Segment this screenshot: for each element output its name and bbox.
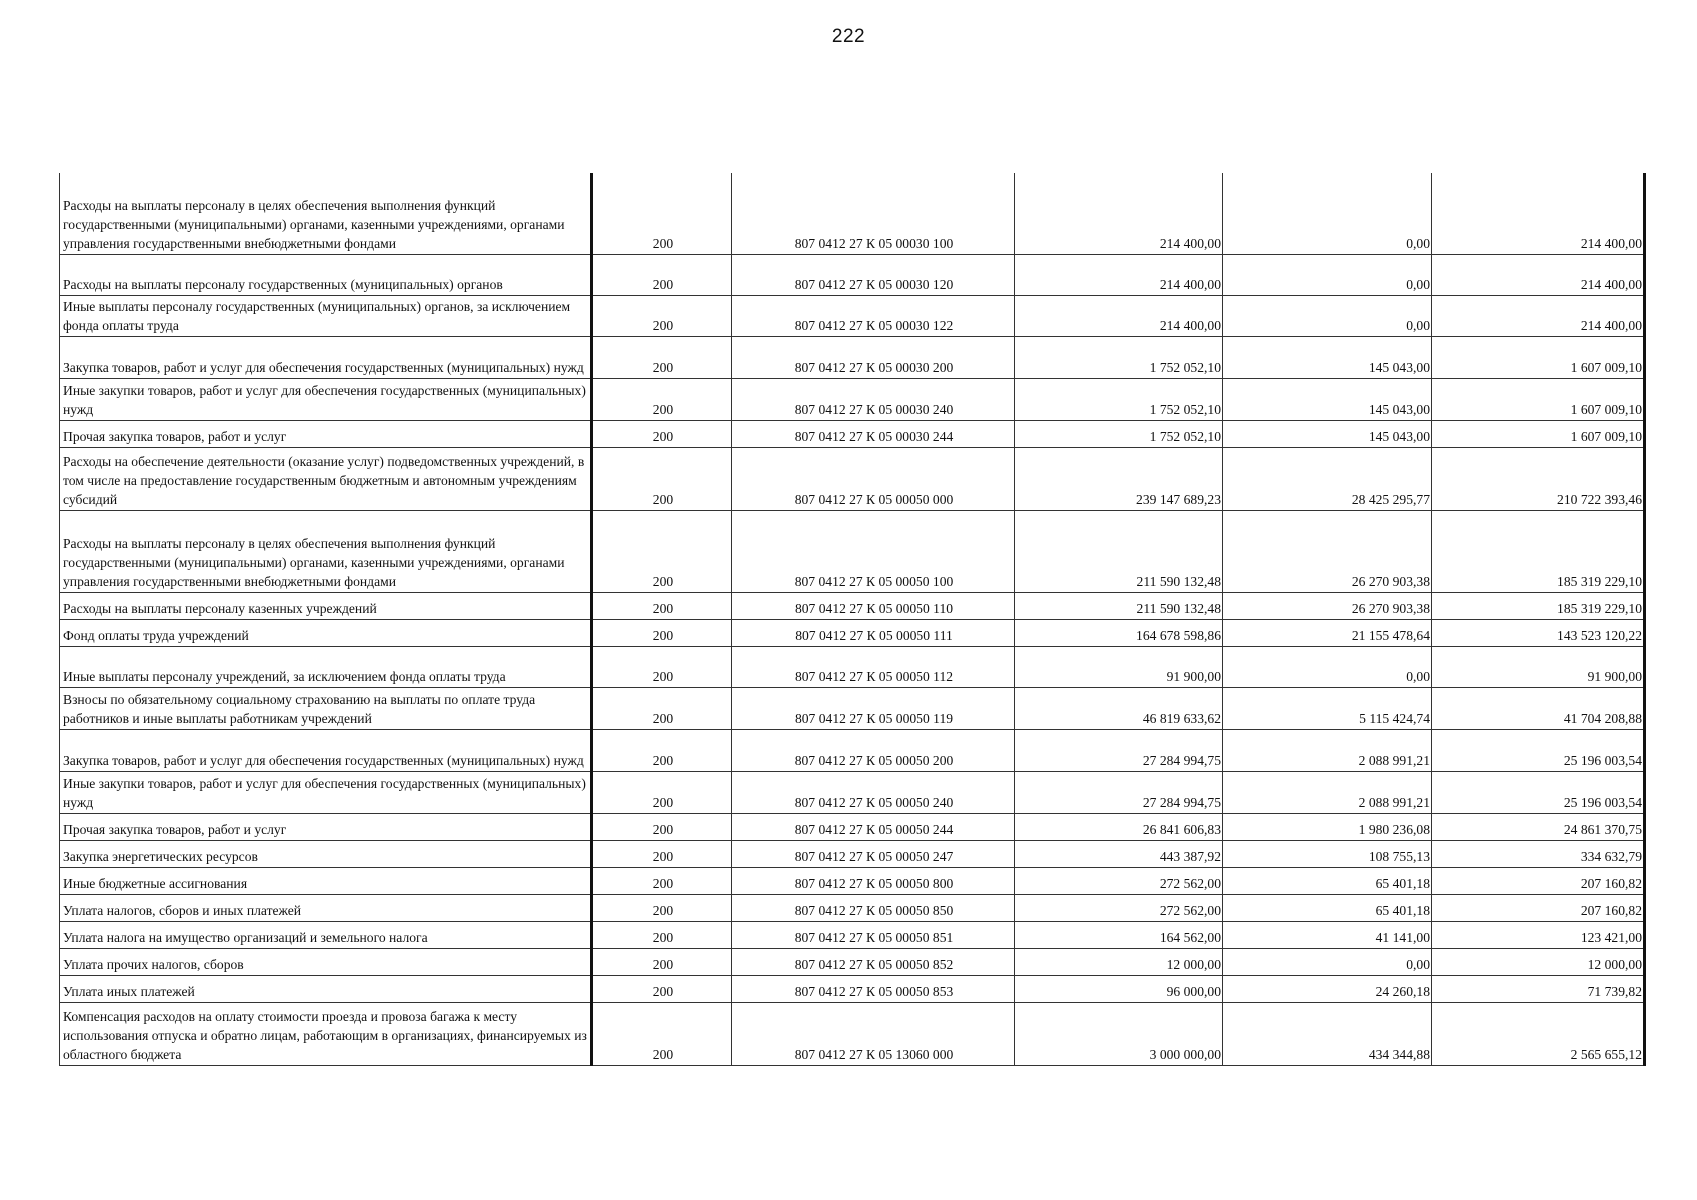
table-row: [60, 867, 1645, 894]
row-unexecuted-cell: [1432, 813, 1645, 840]
row-approved-text: 211 590 132,48: [1136, 573, 1221, 589]
row-budget-code-cell: [732, 619, 1015, 646]
row-unexecuted-text: 91 900,00: [1587, 668, 1642, 684]
row-approved-cell: [1015, 948, 1223, 975]
table-row: [60, 813, 1645, 840]
row-unexecuted-text: 25 196 003,54: [1563, 794, 1642, 810]
row-budget-code-text: 807 0412 27 К 05 00050 851: [794, 929, 954, 945]
row-line-code-text: 200: [652, 710, 674, 726]
row-budget-code-cell: [732, 948, 1015, 975]
row-approved-cell: [1015, 840, 1223, 867]
row-name-text: Иные выплаты персоналу учреждений, за исключением фонда оплаты труда: [63, 668, 506, 684]
row-budget-code-text: 807 0412 27 К 05 00050 000: [794, 491, 954, 507]
row-approved-cell: [1015, 921, 1223, 948]
row-budget-code-text: 807 0412 27 К 05 00030 200: [794, 359, 954, 375]
row-budget-code-text: 807 0412 27 К 05 00030 120: [794, 276, 954, 292]
row-approved-text: 12 000,00: [1166, 956, 1221, 972]
row-unexecuted-text: 1 607 009,10: [1570, 401, 1642, 417]
row-unexecuted-text: 214 400,00: [1580, 235, 1642, 251]
row-executed-text: 5 115 424,74: [1359, 710, 1430, 726]
row-executed-cell: [1223, 510, 1432, 592]
row-unexecuted-text: 214 400,00: [1580, 317, 1642, 333]
row-name-text: Закупка энергетических ресурсов: [63, 848, 258, 864]
row-unexecuted-text: 12 000,00: [1587, 956, 1642, 972]
table-row: [60, 894, 1645, 921]
row-line-code-cell: [592, 813, 732, 840]
row-name-text: Компенсация расходов на оплату стоимости проезда и провоза багажа к месту использования отпуска и обратно лицам, работающим в организациях, финансируемых из областного бюджета: [63, 1008, 587, 1062]
row-line-code-text: 200: [652, 983, 674, 999]
row-approved-text: 1 752 052,10: [1149, 359, 1221, 375]
page-number: 222: [831, 26, 866, 47]
row-name-cell: [60, 295, 592, 336]
row-line-code-cell: [592, 254, 732, 295]
row-executed-text: 26 270 903,38: [1351, 573, 1430, 589]
row-unexecuted-cell: [1432, 921, 1645, 948]
row-approved-cell: [1015, 173, 1223, 254]
row-budget-code-cell: [732, 447, 1015, 510]
row-name-cell: [60, 729, 592, 771]
row-budget-code-text: 807 0412 27 К 05 00050 800: [794, 875, 954, 891]
row-unexecuted-cell: [1432, 894, 1645, 921]
row-approved-cell: [1015, 729, 1223, 771]
row-budget-code-cell: [732, 510, 1015, 592]
row-unexecuted-text: 207 160,82: [1580, 875, 1642, 891]
row-name-text: Фонд оплаты труда учреждений: [63, 627, 249, 643]
row-line-code-text: 200: [652, 668, 674, 684]
row-approved-cell: [1015, 420, 1223, 447]
row-line-code-text: 200: [652, 401, 674, 417]
row-line-code-text: 200: [652, 600, 674, 616]
row-name-cell: [60, 173, 592, 254]
row-executed-text: 65 401,18: [1375, 902, 1430, 918]
row-approved-cell: [1015, 295, 1223, 336]
row-executed-text: 2 088 991,21: [1358, 752, 1430, 768]
row-budget-code-cell: [732, 771, 1015, 813]
row-approved-cell: [1015, 894, 1223, 921]
row-executed-text: 108 755,13: [1368, 848, 1430, 864]
row-budget-code-cell: [732, 921, 1015, 948]
row-approved-text: 214 400,00: [1159, 276, 1221, 292]
row-budget-code-cell: [732, 420, 1015, 447]
row-executed-text: 145 043,00: [1368, 359, 1430, 375]
row-name-cell: [60, 254, 592, 295]
row-budget-code-text: 807 0412 27 К 05 00030 122: [794, 317, 954, 333]
row-line-code-text: 200: [652, 794, 674, 810]
row-name-text: Иные закупки товаров, работ и услуг для обеспечения государственных (муниципальных) нужд: [63, 775, 586, 810]
row-approved-text: 164 562,00: [1159, 929, 1221, 945]
table-row: [60, 646, 1645, 687]
row-approved-cell: [1015, 687, 1223, 729]
row-unexecuted-cell: [1432, 336, 1645, 378]
row-name-text: Расходы на выплаты персоналу в целях обеспечения выполнения функций государственными (муниципальными) органами, казенными учреждениями, органами управления государственными внебюджетными фондами: [63, 535, 565, 589]
row-unexecuted-text: 24 861 370,75: [1563, 821, 1642, 837]
row-unexecuted-cell: [1432, 687, 1645, 729]
row-budget-code-cell: [732, 813, 1015, 840]
row-line-code-text: 200: [652, 573, 674, 589]
row-name-text: Расходы на выплаты персоналу государственных (муниципальных) органов: [63, 276, 503, 292]
row-executed-cell: [1223, 729, 1432, 771]
row-budget-code-text: 807 0412 27 К 05 00030 100: [794, 235, 954, 251]
row-line-code-cell: [592, 975, 732, 1002]
row-name-text: Иные бюджетные ассигнования: [63, 875, 248, 891]
row-budget-code-text: 807 0412 27 К 05 00050 119: [794, 710, 954, 726]
row-approved-cell: [1015, 619, 1223, 646]
row-budget-code-text: 807 0412 27 К 05 00050 852: [794, 956, 954, 972]
row-approved-text: 214 400,00: [1159, 317, 1221, 333]
row-name-text: Взносы по обязательному социальному страхованию на выплаты по оплате труда работников и иные выплаты работникам учреждений: [63, 691, 536, 726]
table-row: [60, 510, 1645, 592]
table-row: [60, 975, 1645, 1002]
row-approved-text: 214 400,00: [1159, 235, 1221, 251]
row-unexecuted-cell: [1432, 173, 1645, 254]
row-budget-code-cell: [732, 592, 1015, 619]
row-unexecuted-cell: [1432, 592, 1645, 619]
row-executed-text: 145 043,00: [1368, 401, 1430, 417]
row-budget-code-cell: [732, 729, 1015, 771]
row-budget-code-cell: [732, 975, 1015, 1002]
row-unexecuted-cell: [1432, 840, 1645, 867]
row-approved-cell: [1015, 975, 1223, 1002]
row-unexecuted-cell: [1432, 867, 1645, 894]
row-executed-cell: [1223, 687, 1432, 729]
row-line-code-cell: [592, 1002, 732, 1065]
row-executed-cell: [1223, 592, 1432, 619]
row-unexecuted-cell: [1432, 729, 1645, 771]
table-row: [60, 173, 1645, 254]
row-unexecuted-text: 207 160,82: [1580, 902, 1642, 918]
row-name-text: Уплата иных платежей: [63, 983, 195, 999]
row-approved-text: 1 752 052,10: [1149, 428, 1221, 444]
row-name-text: Расходы на обеспечение деятельности (оказание услуг) подведомственных учреждений, в том числе на предоставление государственным бюджетным и автономным учреждениям субсидий: [63, 453, 585, 507]
row-unexecuted-cell: [1432, 510, 1645, 592]
row-executed-cell: [1223, 619, 1432, 646]
row-unexecuted-text: 334 632,79: [1580, 848, 1642, 864]
row-budget-code-text: 807 0412 27 К 05 00050 850: [794, 902, 954, 918]
row-line-code-text: 200: [652, 627, 674, 643]
row-name-cell: [60, 592, 592, 619]
row-line-code-text: 200: [652, 821, 674, 837]
row-budget-code-text: 807 0412 27 К 05 00050 111: [795, 627, 953, 643]
row-executed-cell: [1223, 894, 1432, 921]
row-executed-text: 28 425 295,77: [1351, 491, 1430, 507]
row-executed-cell: [1223, 840, 1432, 867]
row-unexecuted-cell: [1432, 948, 1645, 975]
row-line-code-cell: [592, 729, 732, 771]
row-unexecuted-text: 123 421,00: [1580, 929, 1642, 945]
row-unexecuted-cell: [1432, 619, 1645, 646]
row-executed-cell: [1223, 1002, 1432, 1065]
row-unexecuted-cell: [1432, 420, 1645, 447]
row-approved-text: 211 590 132,48: [1136, 600, 1221, 616]
row-unexecuted-text: 1 607 009,10: [1570, 428, 1642, 444]
row-budget-code-cell: [732, 894, 1015, 921]
row-name-cell: [60, 447, 592, 510]
row-approved-text: 27 284 994,75: [1142, 752, 1221, 768]
row-line-code-text: 200: [652, 848, 674, 864]
table-row: [60, 948, 1645, 975]
row-budget-code-cell: [732, 1002, 1015, 1065]
row-unexecuted-text: 71 739,82: [1587, 983, 1642, 999]
row-budget-code-cell: [732, 336, 1015, 378]
row-line-code-text: 200: [652, 929, 674, 945]
row-line-code-text: 200: [652, 1046, 674, 1062]
row-executed-text: 65 401,18: [1375, 875, 1430, 891]
table-row: [60, 378, 1645, 420]
row-unexecuted-cell: [1432, 646, 1645, 687]
table-row: [60, 771, 1645, 813]
row-unexecuted-text: 214 400,00: [1580, 276, 1642, 292]
row-budget-code-text: 807 0412 27 К 05 00030 244: [794, 428, 954, 444]
row-budget-code-text: 807 0412 27 К 05 00050 247: [794, 848, 954, 864]
table-row: [60, 336, 1645, 378]
table-row: [60, 619, 1645, 646]
row-unexecuted-cell: [1432, 1002, 1645, 1065]
row-approved-cell: [1015, 254, 1223, 295]
row-approved-cell: [1015, 336, 1223, 378]
row-approved-text: 164 678 598,86: [1136, 627, 1221, 643]
row-name-text: Закупка товаров, работ и услуг для обеспечения государственных (муниципальных) нужд: [63, 359, 584, 375]
row-line-code-cell: [592, 447, 732, 510]
row-unexecuted-text: 143 523 120,22: [1557, 627, 1642, 643]
row-approved-text: 272 562,00: [1159, 902, 1221, 918]
row-approved-cell: [1015, 510, 1223, 592]
row-executed-cell: [1223, 173, 1432, 254]
row-budget-code-cell: [732, 173, 1015, 254]
row-unexecuted-cell: [1432, 295, 1645, 336]
row-approved-text: 91 900,00: [1166, 668, 1221, 684]
row-budget-code-text: 807 0412 27 К 05 00030 240: [794, 401, 954, 417]
row-approved-text: 3 000 000,00: [1149, 1046, 1221, 1062]
table-row: [60, 729, 1645, 771]
row-line-code-cell: [592, 619, 732, 646]
row-executed-text: 24 260,18: [1375, 983, 1430, 999]
row-name-cell: [60, 510, 592, 592]
row-executed-cell: [1223, 295, 1432, 336]
row-line-code-text: 200: [652, 752, 674, 768]
row-line-code-text: 200: [652, 428, 674, 444]
row-line-code-cell: [592, 295, 732, 336]
row-unexecuted-text: 185 319 229,10: [1557, 600, 1642, 616]
row-name-cell: [60, 894, 592, 921]
row-line-code-cell: [592, 173, 732, 254]
row-executed-cell: [1223, 336, 1432, 378]
row-line-code-cell: [592, 771, 732, 813]
row-line-code-cell: [592, 894, 732, 921]
row-name-cell: [60, 1002, 592, 1065]
row-budget-code-text: 807 0412 27 К 05 00050 244: [794, 821, 954, 837]
row-executed-text: 0,00: [1406, 235, 1430, 251]
row-budget-code-cell: [732, 840, 1015, 867]
row-executed-cell: [1223, 921, 1432, 948]
table-body: [60, 173, 1645, 1065]
row-line-code-cell: [592, 948, 732, 975]
table-row: [60, 447, 1645, 510]
row-approved-text: 1 752 052,10: [1149, 401, 1221, 417]
row-line-code-cell: [592, 687, 732, 729]
table-row: [60, 687, 1645, 729]
row-executed-cell: [1223, 867, 1432, 894]
row-executed-text: 1 980 236,08: [1358, 821, 1430, 837]
row-name-cell: [60, 336, 592, 378]
row-line-code-cell: [592, 510, 732, 592]
table-row: [60, 295, 1645, 336]
table-row: [60, 420, 1645, 447]
row-line-code-cell: [592, 336, 732, 378]
row-approved-text: 46 819 633,62: [1142, 710, 1221, 726]
row-line-code-cell: [592, 592, 732, 619]
row-unexecuted-text: 1 607 009,10: [1570, 359, 1642, 375]
row-budget-code-text: 807 0412 27 К 05 00050 240: [794, 794, 954, 810]
row-budget-code-text: 807 0412 27 К 05 00050 853: [794, 983, 954, 999]
row-line-code-text: 200: [652, 276, 674, 292]
row-executed-cell: [1223, 948, 1432, 975]
row-executed-cell: [1223, 771, 1432, 813]
row-name-cell: [60, 771, 592, 813]
row-name-text: Прочая закупка товаров, работ и услуг: [63, 821, 287, 837]
row-executed-text: 0,00: [1406, 956, 1430, 972]
row-unexecuted-text: 185 319 229,10: [1557, 573, 1642, 589]
row-approved-text: 96 000,00: [1166, 983, 1221, 999]
table-row: [60, 840, 1645, 867]
row-executed-text: 434 344,88: [1368, 1046, 1430, 1062]
row-name-cell: [60, 813, 592, 840]
row-approved-cell: [1015, 646, 1223, 687]
row-name-text: Прочая закупка товаров, работ и услуг: [63, 428, 287, 444]
row-budget-code-cell: [732, 646, 1015, 687]
row-approved-text: 26 841 606,83: [1142, 821, 1221, 837]
row-executed-text: 0,00: [1406, 668, 1430, 684]
row-unexecuted-text: 25 196 003,54: [1563, 752, 1642, 768]
row-approved-cell: [1015, 813, 1223, 840]
row-unexecuted-cell: [1432, 771, 1645, 813]
row-budget-code-text: 807 0412 27 К 05 00050 100: [794, 573, 954, 589]
row-line-code-cell: [592, 646, 732, 687]
row-name-text: Иные выплаты персоналу государственных (муниципальных) органов, за исключением фонда оплаты труда: [63, 298, 571, 333]
row-line-code-cell: [592, 867, 732, 894]
row-executed-text: 145 043,00: [1368, 428, 1430, 444]
row-budget-code-cell: [732, 687, 1015, 729]
row-name-text: Расходы на выплаты персоналу казенных учреждений: [63, 600, 377, 616]
row-name-cell: [60, 646, 592, 687]
row-approved-text: 443 387,92: [1159, 848, 1221, 864]
row-line-code-text: 200: [652, 359, 674, 375]
table-row: [60, 254, 1645, 295]
row-unexecuted-cell: [1432, 447, 1645, 510]
row-line-code-cell: [592, 420, 732, 447]
row-name-cell: [60, 948, 592, 975]
row-name-cell: [60, 840, 592, 867]
row-name-cell: [60, 921, 592, 948]
row-budget-code-text: 807 0412 27 К 05 00050 110: [794, 600, 954, 616]
row-approved-cell: [1015, 867, 1223, 894]
row-executed-text: 21 155 478,64: [1351, 627, 1430, 643]
row-name-cell: [60, 378, 592, 420]
row-line-code-cell: [592, 378, 732, 420]
row-executed-text: 41 141,00: [1375, 929, 1430, 945]
row-unexecuted-cell: [1432, 254, 1645, 295]
row-unexecuted-text: 2 565 655,12: [1570, 1046, 1642, 1062]
row-unexecuted-cell: [1432, 975, 1645, 1002]
row-name-cell: [60, 867, 592, 894]
row-executed-text: 26 270 903,38: [1351, 600, 1430, 616]
row-executed-cell: [1223, 378, 1432, 420]
row-name-cell: [60, 687, 592, 729]
table-row: [60, 592, 1645, 619]
row-approved-text: 239 147 689,23: [1136, 491, 1221, 507]
row-unexecuted-text: 210 722 393,46: [1557, 491, 1642, 507]
row-executed-text: 2 088 991,21: [1358, 794, 1430, 810]
row-name-text: Уплата прочих налогов, сборов: [63, 956, 244, 972]
row-approved-cell: [1015, 771, 1223, 813]
row-unexecuted-text: 41 704 208,88: [1563, 710, 1642, 726]
row-approved-cell: [1015, 1002, 1223, 1065]
row-executed-text: 0,00: [1406, 317, 1430, 333]
row-approved-cell: [1015, 378, 1223, 420]
row-name-cell: [60, 619, 592, 646]
row-approved-text: 272 562,00: [1159, 875, 1221, 891]
row-name-text: Уплата налога на имущество организаций и земельного налога: [63, 929, 428, 945]
row-name-text: Закупка товаров, работ и услуг для обеспечения государственных (муниципальных) нужд: [63, 752, 584, 768]
row-line-code-text: 200: [652, 956, 674, 972]
row-budget-code-text: 807 0412 27 К 05 13060 000: [794, 1046, 954, 1062]
row-executed-cell: [1223, 447, 1432, 510]
row-name-cell: [60, 975, 592, 1002]
row-budget-code-cell: [732, 254, 1015, 295]
row-budget-code-text: 807 0412 27 К 05 00050 200: [794, 752, 954, 768]
row-approved-cell: [1015, 447, 1223, 510]
row-name-text: Иные закупки товаров, работ и услуг для обеспечения государственных (муниципальных) нужд: [63, 382, 586, 417]
row-executed-cell: [1223, 813, 1432, 840]
row-budget-code-cell: [732, 378, 1015, 420]
row-budget-code-cell: [732, 867, 1015, 894]
row-line-code-cell: [592, 840, 732, 867]
row-budget-code-text: 807 0412 27 К 05 00050 112: [794, 668, 954, 684]
row-executed-cell: [1223, 254, 1432, 295]
row-name-cell: [60, 420, 592, 447]
row-name-text: Уплата налогов, сборов и иных платежей: [63, 902, 302, 918]
row-executed-cell: [1223, 420, 1432, 447]
budget-execution-table: [59, 173, 1646, 1066]
row-line-code-text: 200: [652, 902, 674, 918]
row-approved-cell: [1015, 592, 1223, 619]
row-name-text: Расходы на выплаты персоналу в целях обеспечения выполнения функций государственными (муниципальными) органами, казенными учреждениями, органами управления государственными внебюджетными фондами: [63, 197, 565, 251]
table-row: [60, 1002, 1645, 1065]
row-line-code-text: 200: [652, 317, 674, 333]
table-row: [60, 921, 1645, 948]
row-budget-code-cell: [732, 295, 1015, 336]
row-line-code-text: 200: [652, 491, 674, 507]
row-executed-cell: [1223, 646, 1432, 687]
row-unexecuted-cell: [1432, 378, 1645, 420]
row-line-code-text: 200: [652, 235, 674, 251]
row-approved-text: 27 284 994,75: [1142, 794, 1221, 810]
row-line-code-cell: [592, 921, 732, 948]
row-executed-cell: [1223, 975, 1432, 1002]
row-line-code-text: 200: [652, 875, 674, 891]
row-executed-text: 0,00: [1406, 276, 1430, 292]
